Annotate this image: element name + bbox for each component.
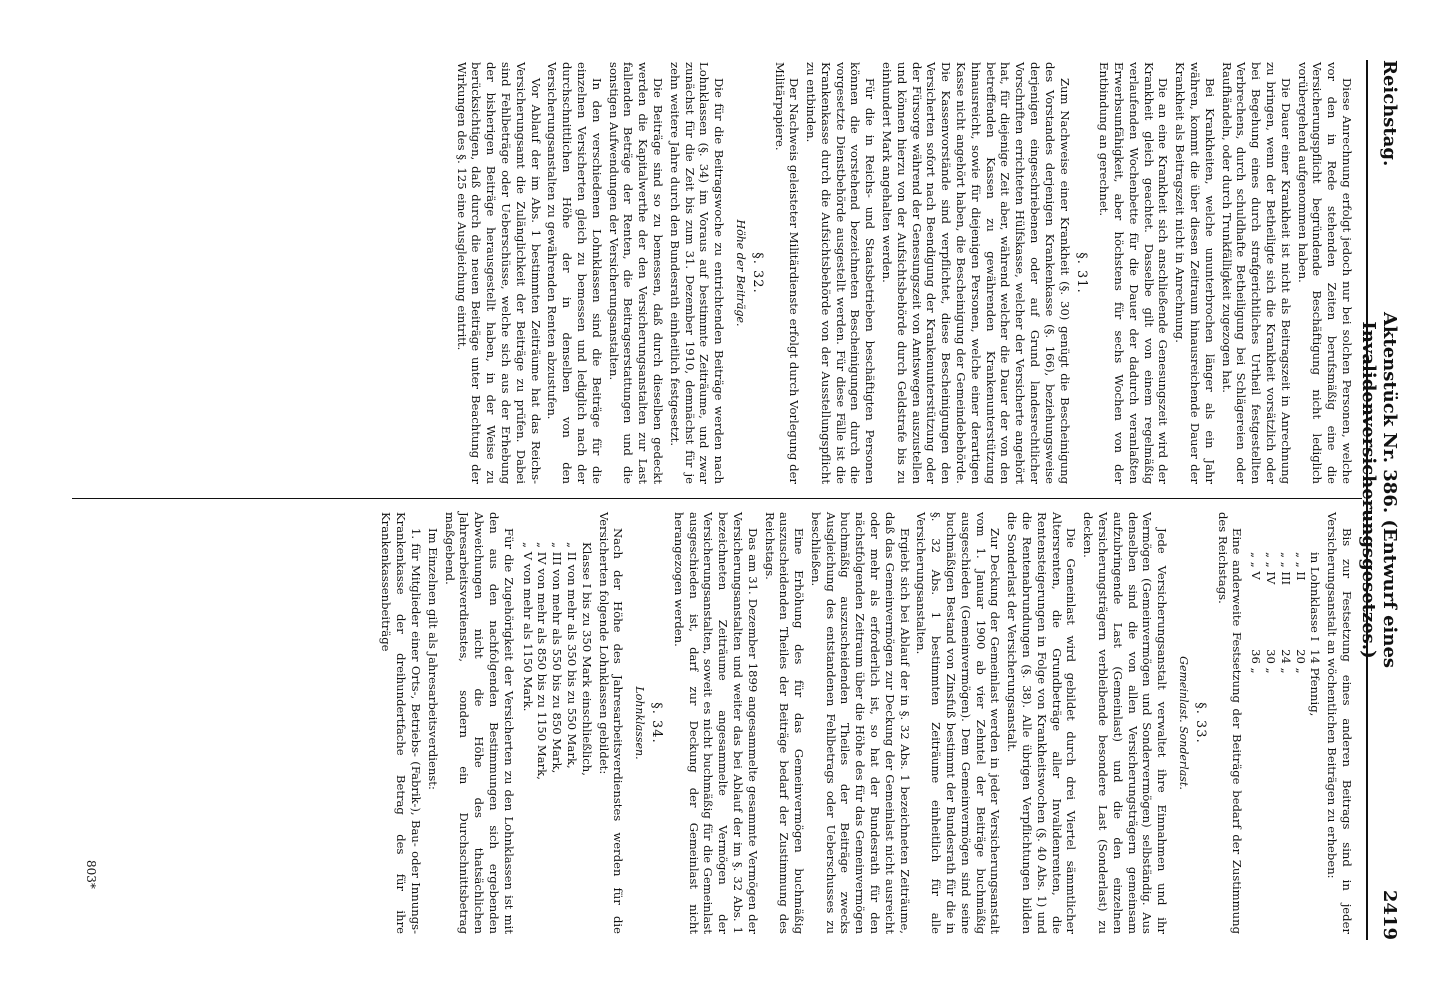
paragraph: Die Gemeinlast wird gebildet durch drei Viertel sämmtlicher Altersrenten, die Grundbeträge aller Invalidenrenten, die Rentensteigerungen in Folge von Krankheitswochen (§. 40 Abs. 1) und die Rentenabrundungen (§. 38). Alle übrigen Verpflichtungen bilden die Sonderlast der Versicherungsanstalt.: [1005, 512, 1079, 934]
table-row: [1278, 552, 1293, 724]
paragraph: Die für die Beitragswoche zu entrichtenden Beiträge werden nach Lohnklassen (§. 34) im Voraus auf bestimmte Zeiträume, und zwar zunächst für die Zeit bis zum 31. Dezember 1910, demnächst für je zehn weitere Jahre durch den Bundesrath einheitlich festgesetzt.: [667, 62, 727, 484]
rate-amount: 24 „: [1278, 649, 1293, 674]
paragraph: Bei Krankheiten, welche ununterbrochen länger als ein Jahr währen, kommt die über diesen Zeitraum hinausreichende Dauer der Krankheit als Beitragszeit nicht in Anrechnung.: [1173, 62, 1217, 484]
wage-class-list: [520, 542, 594, 934]
rate-class: „ „ II: [1293, 552, 1308, 581]
rate-amount: 30 „: [1264, 649, 1279, 674]
paragraph: Nach der Höhe des Jahresarbeitsverdienstes werden für die Versicherten folgende Lohnklassen gebildet:: [596, 512, 626, 934]
list-item: „ V von mehr als 1150 Mark.: [520, 542, 535, 712]
header-left: Reichstag.: [1379, 60, 1400, 167]
paragraph: Die an eine Krankheit sich anschließende Genesungszeit wird der Krankheit gleich geachtet. Dasselbe gilt von einem regelmäßig verlaufenden Wochenbette für die Dauer der dadurch veranlaßten Erwerbsunfähigkeit, aber höchstens für sechs Wochen von der Entbindung an gerechnet.: [1097, 62, 1171, 484]
paragraph: Vor Ablauf der im Abs. 1 bestimmten Zeiträume hat das Reichs-Versicherungsamt die Zulänglichkeit der Beiträge zu prüfen. Dabei sind Fehlbeträge oder Ueberschüsse, welche sich aus der Erhebung der bisherigen Beiträge herausgestellt haben, in der Weise zu berücksichtigen, daß durch die neuen Beiträge unter Beachtung der Wirkungen des §. 125 eine Ausgleichung eintritt.: [454, 62, 543, 484]
paragraph: Im Einzelnen gilt als Jahresarbeitsverdienst:: [425, 528, 440, 790]
rate-amount: 14 Pfennig,: [1308, 649, 1323, 717]
sheet-mark: 803*: [84, 860, 98, 889]
column-divider: [72, 498, 1362, 499]
list-item: „ III von mehr als 550 bis zu 850 Mark,: [550, 542, 565, 774]
table-row: [1263, 552, 1278, 724]
rate-class: in Lohnklasse I: [1308, 552, 1323, 642]
paragraph: Der Nachweis geleisteter Militärdienste erfolgt durch Vorlegung der Militärpapiere.: [772, 62, 802, 484]
paragraph: Ergiebt sich bei Ablauf der in §. 32 Abs. 1 bezeichneten Zeiträume, daß das Gemeinvermögen zur Deckung der Gemeinlast nicht ausreicht oder mehr als erforderlich ist, so hat der Bundesrath für den nächstfolgenden Zeitraum über die Höhe des für das Gemeinvermögen buchmäßig auszuscheidenden Theiles der Beiträge zwecks Ausgleichung des entstandenen Fehlbetrags oder Ueberschusses zu beschließen.: [808, 512, 912, 934]
section-heading: §. 34.: [648, 702, 664, 744]
paragraph: Für die in Reichs- und Staatsbetrieben beschäftigten Personen können die vorstehend bezeichneten Bescheinigungen durch die vorgesetzte Dienstbehörde ausgestellt werden. Für diese Fälle ist die Krankenkasse durch die Aufsichtsbehörde von der Ausstellungspflicht zu entbinden.: [804, 62, 878, 484]
section-subtitle: Lohnklassen.: [633, 686, 647, 760]
paragraph: In den verschiedenen Lohnklassen sind die Beiträge für die einzelnen Versicherten gleich zu bemessen und lediglich nach der durchschnittlichen Höhe der in denselben von den Versicherungsanstalten zu gewährenden Renten abzustufen.: [545, 62, 604, 484]
page-number: 2419: [1379, 889, 1400, 940]
paragraph: Die Beiträge sind so zu bemessen, daß durch dieselben gedeckt werden die Kapitalwerthe der den Versicherungsanstalten zur Last fallenden Beträge der Renten, die Beitragserstattungen und die sonstigen Aufwendungen der Versicherungsanstalten.: [606, 62, 665, 484]
section-heading: §. 33.: [1192, 702, 1208, 744]
table-row: [1248, 552, 1263, 724]
section-heading: §. 31.: [1074, 252, 1090, 294]
paragraph: Zum Nachweise einer Krankheit (§. 30) genügt die Bescheinigung des Vorstandes derjenigen Krankenkasse (§. 166), beziehungsweise derjenigen eingeschriebenen oder auf Grund landesrechtlicher Vorschriften errichteten Hülfskasse, welcher der Versicherte angehört hat, für diejenige Zeit aber, während welcher die Dauer der von den betreffenden Kassen zu gewährenden Krankenunterstützung hinausreicht, sowie für diejenigen Personen, welche einer derartigen Kasse nicht angehört haben, die Bescheinigung der Gemeindebehörde. Die Kassenvorstände sind verpflichtet, diese Bescheinigungen den Versicherten sofort nach Beendigung der Krankenunterstützung oder der Fürsorge während der Genesungszeit von Amtswegen auszustellen und können hierzu von der Aufsichtsbehörde durch Geldstrafe bis zu einhundert Mark angehalten werden.: [880, 62, 1072, 484]
section-subtitle: Höhe der Beiträge.: [733, 219, 747, 327]
paragraph: Jede Versicherungsanstalt verwaltet ihre Einnahmen und ihr Vermögen (Gemeinvermögen und Sondervermögen) selbständig. Aus denselben sind die von allen Versicherungsträgern gemeinsam aufzubringende Last (Gemeinlast) und die den einzelnen Versicherungsträgern verbleibende besondere Last (Sonderlast) zu decken.: [1081, 512, 1170, 934]
contribution-table: [1248, 552, 1322, 724]
page-header: [1358, 60, 1400, 940]
table-row: [1293, 552, 1308, 724]
section-subtitle: Gemeinlast. Sonderlast.: [1177, 656, 1191, 790]
paragraph: 1. für Mitglieder einer Orts-, Betriebs- (Fabrik-), Bau- oder Innungs-Krankenkasse der dreihundertfache Betrag des für ihre Krankenkassenbeiträge: [379, 512, 423, 934]
list-item: Klasse I bis zu 350 Mark einschließlich,: [579, 542, 594, 776]
paragraph: Die Dauer einer Krankheit ist nicht als Beitragszeit in Anrechnung zu bringen, wenn der Betheiligte sich die Krankheit vorsätzlich oder bei Begehung eines durch strafgerichtliches Urtheil festgestellten Verbrechens, durch schuldhafte Betheiligung bei Schlägereien oder Raufhändeln, oder durch Trunkfälligkeit zugezogen hat.: [1219, 62, 1293, 484]
rate-class: „ „ V: [1249, 552, 1264, 580]
rate-amount: 36 „: [1249, 649, 1264, 674]
paragraph: Diese Anrechnung erfolgt jedoch nur bei solchen Personen, welche vor den in Rede stehenden Zeiten berufsmäßig eine die Versicherungspflicht begründende Beschäftigung nicht lediglich vorübergehend aufgenommen haben.: [1295, 62, 1354, 484]
paragraph: Bis zur Festsetzung eines anderen Beitrags sind in jeder Versicherungsanstalt an wöchentlichen Beiträgen zu erheben:: [1325, 512, 1354, 934]
left-column: [452, 62, 1354, 484]
section-heading: §. 32.: [749, 252, 765, 294]
paragraph: Zur Deckung der Gemeinlast werden in jeder Versicherungsanstalt vom 1. Januar 1900 ab vier Zehntel der Beiträge buchmäßig ausgeschieden (Gemeinvermögen). Dem Gemeinvermögen sind seine buchmäßigen Bestand von Zinsfuß bestimmt der Bundesrath für die in §. 32 Abs. 1 bestimmten Zeiträume einheitlich für alle Versicherungsanstalten.: [914, 512, 1003, 934]
paragraph: Eine Erhöhung des für das Gemeinvermögen buchmäßig auszuscheidenden Theiles der Beiträge bedarf der Zustimmung des Reichstags.: [762, 512, 807, 934]
header-rule: [1366, 60, 1368, 940]
paragraph: Eine anderweite Festsetzung der Beiträge bedarf der Zustimmung des Reichstags.: [1215, 512, 1245, 934]
paragraph: Das am 31. Dezember 1899 angesammelte gesammte Vermögen der Versicherungsanstalten und weiter das bei Ablauf der im §. 32 Abs. 1 bezeichneten Zeiträume angesammelte Vermögen der Versicherungsanstalten, soweit es nicht buchmäßig für die Gemeinlast ausgeschieden ist, darf zur Deckung der Gemeinlast nicht herangezogen werden.: [671, 512, 760, 934]
table-row: [1308, 552, 1323, 724]
list-item: „ IV von mehr als 850 bis zu 1150 Mark,: [535, 542, 550, 780]
header-title: Aktenstück Nr. 386. (Entwurf eines Invalidenversicherungsgesetzes.): [1358, 311, 1400, 669]
rate-amount: 20 „: [1293, 649, 1308, 674]
paragraph: Für die Zugehörigkeit der Versicherten zu den Lohnklassen ist mit den aus den nachfolgenden Bestimmungen sich ergebenden Abweichungen nicht die Höhe des thatsächlichen Jahresarbeitsverdienstes, sondern ein Durchschnittsbetrag maßgebend.: [442, 512, 516, 934]
list-item: „ II von mehr als 350 bis zu 550 Mark,: [564, 542, 579, 769]
rate-class: „ „ IV: [1264, 552, 1279, 585]
rate-class: „ „ III: [1278, 552, 1293, 586]
right-column: [377, 512, 1354, 934]
